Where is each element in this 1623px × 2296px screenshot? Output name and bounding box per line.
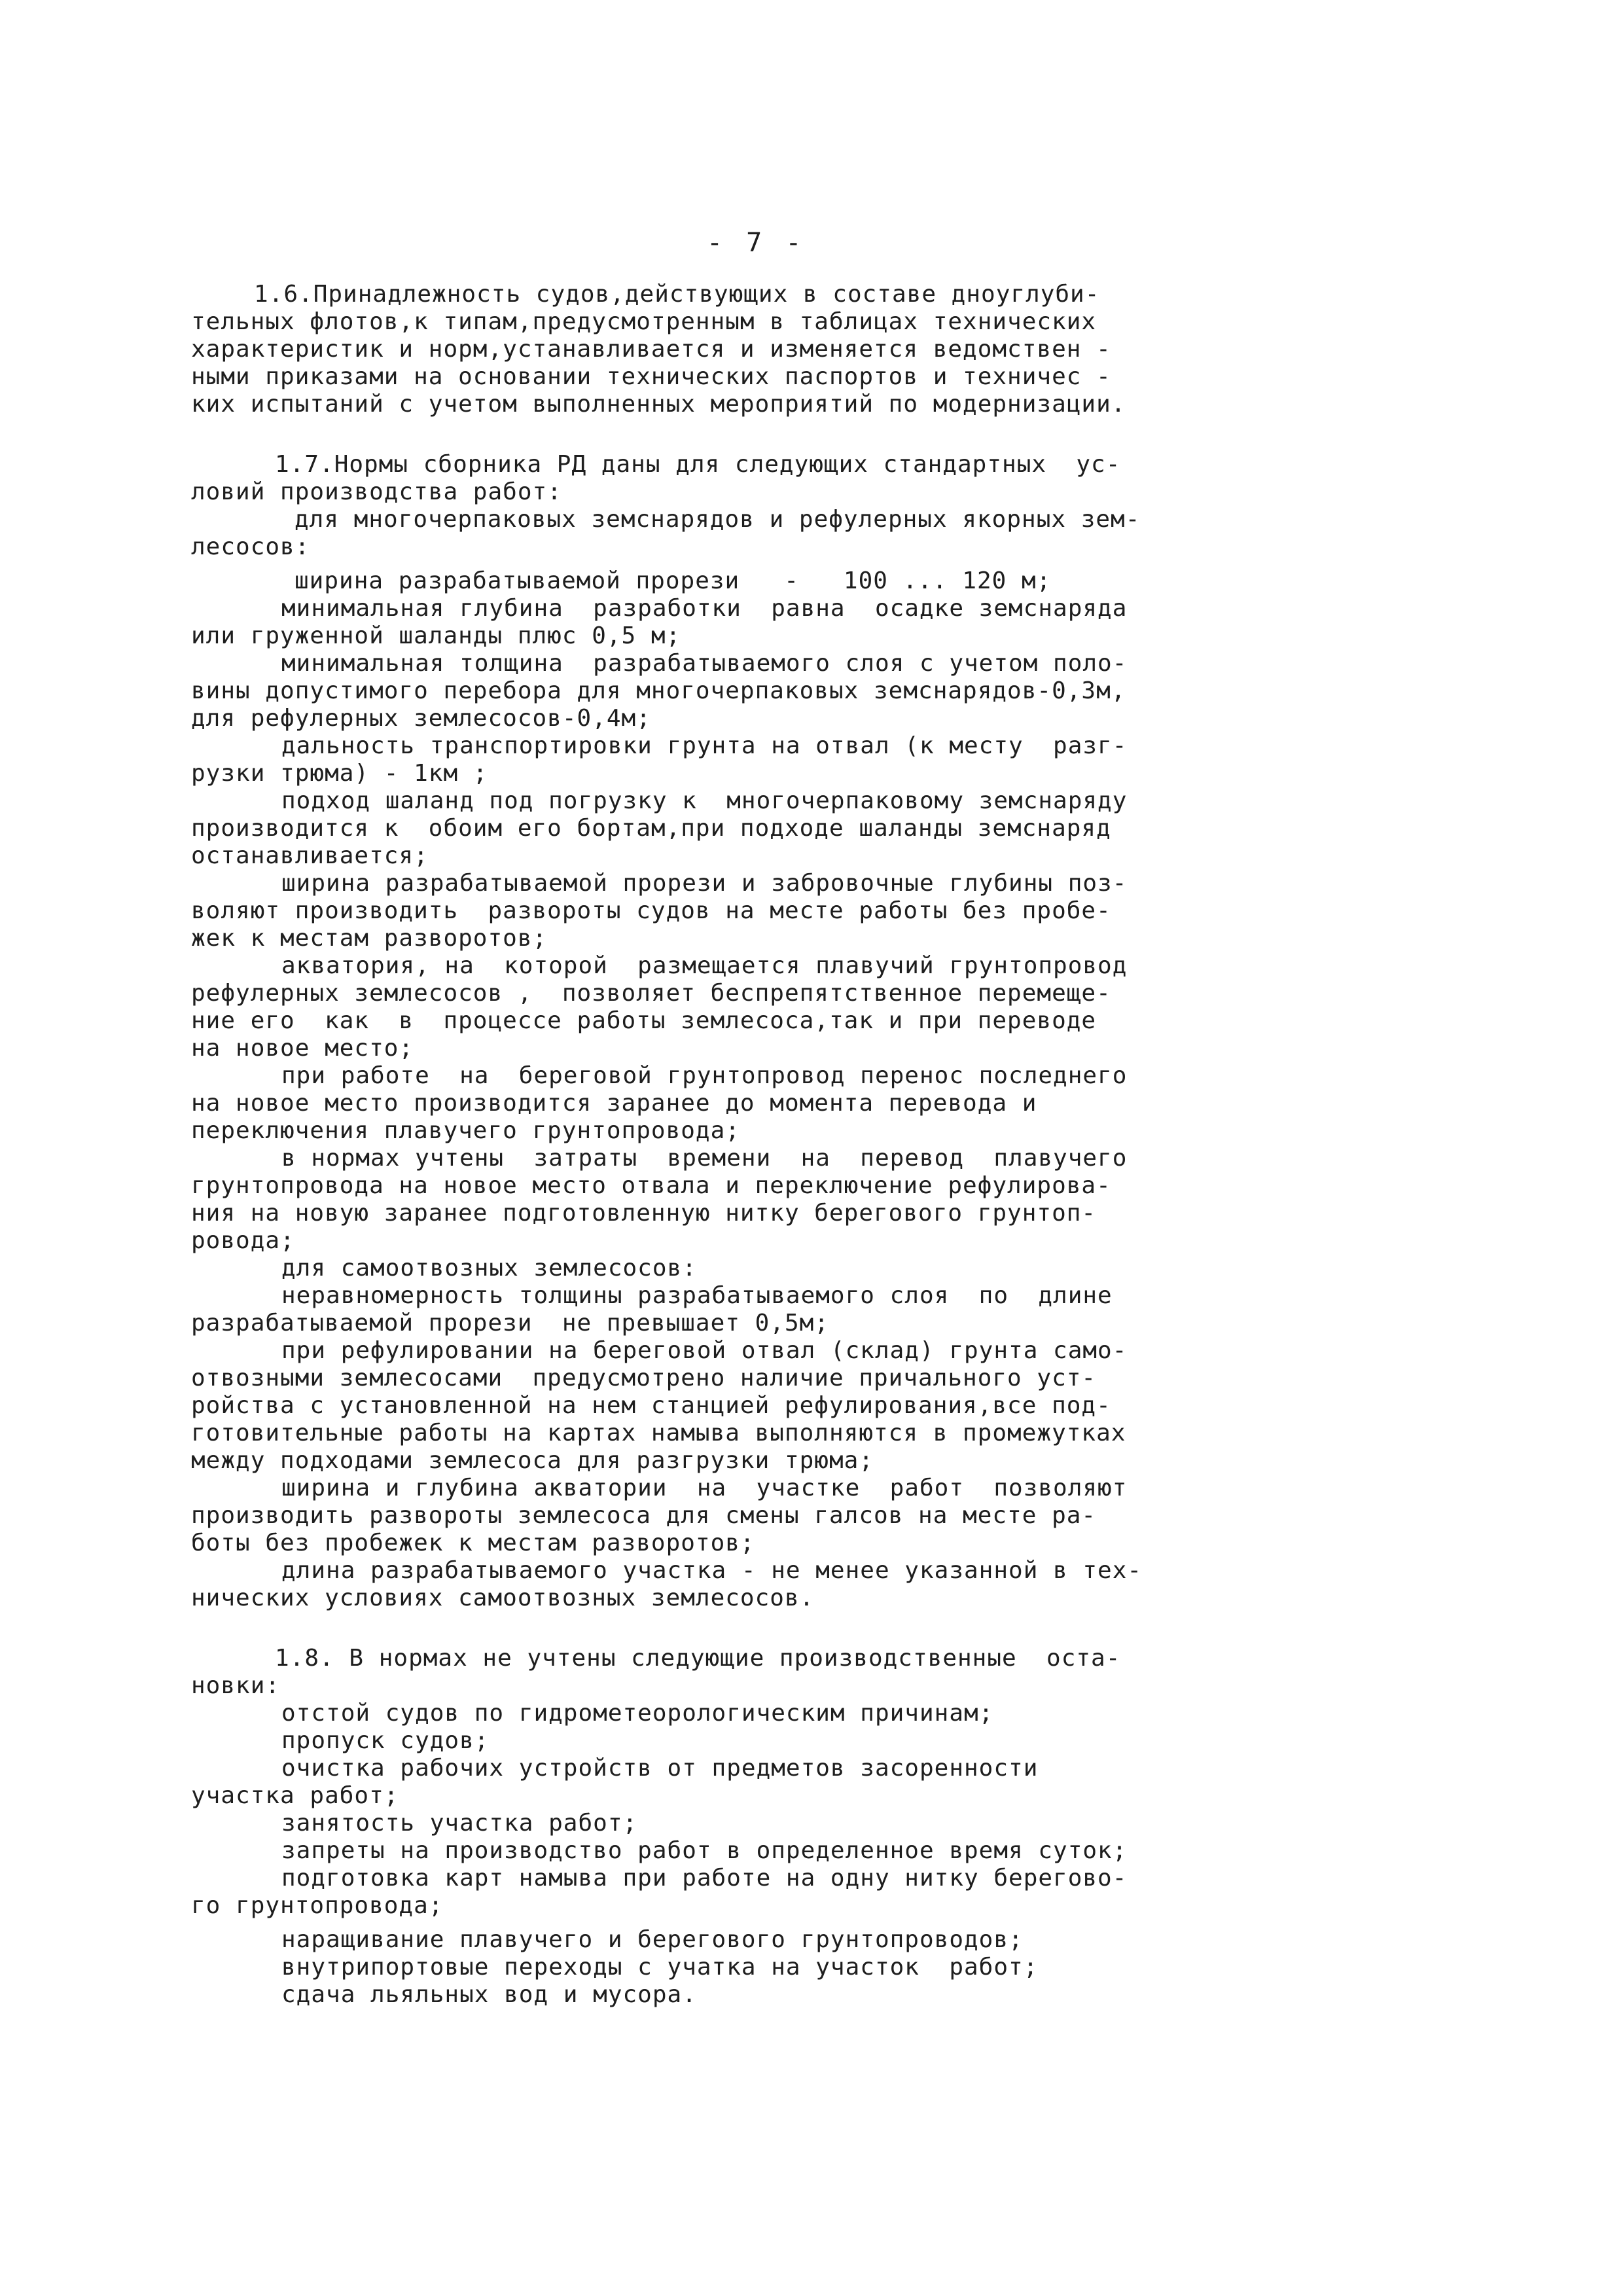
text-line: ровода; [191, 1227, 295, 1254]
text-line: на новое место производится заранее до момента перевода и [191, 1090, 1037, 1117]
text-line: ными приказами на основании технических паспортов и техничес - [191, 363, 1111, 390]
text-line: рефулерных землесосов , позволяет беспрепятственное перемеще- [191, 980, 1111, 1007]
text-line: рузки трюма) - 1км ; [191, 760, 488, 787]
text-line: между подходами землесоса для разгрузки трюма; [191, 1447, 874, 1474]
text-line: нических условиях самоотвозных землесосов. [191, 1585, 815, 1611]
text-line: на новое место; [191, 1035, 414, 1062]
text-line: при рефулировании на береговой отвал (склад) грунта само- [281, 1337, 1128, 1364]
text-line: минимальная глубина разработки равна осадке земснаряда [281, 595, 1128, 622]
text-line: запреты на производство работ в определенное время суток; [281, 1837, 1128, 1864]
text-line: грунтопровода на новое место отвала и переключение рефулирова- [191, 1172, 1111, 1199]
text-line: производится к обоим его бортам,при подходе шаланды земснаряд [191, 815, 1111, 842]
text-line: для рефулерных землесосов-0,4м; [191, 705, 651, 732]
text-line: акватория, на которой размещается плавучий грунтопровод [281, 952, 1128, 979]
text-line: готовительные работы на картах намыва выполняются в промежутках [191, 1420, 1126, 1446]
text-line: останавливается; [191, 842, 429, 869]
text-line: отстой судов по гидрометеорологическим причинам; [281, 1700, 994, 1727]
text-line: 1.6.Принадлежность судов,действующих в составе дноуглуби- [254, 281, 1100, 308]
text-line: наращивание плавучего и берегового грунтопроводов; [281, 1926, 1024, 1953]
page-number: - 7 - [707, 228, 806, 258]
text-line: для многочерпаковых земснарядов и рефулерных якорных зем- [294, 506, 1141, 533]
text-line: в нормах учтены затраты времени на перевод плавучего [281, 1145, 1128, 1172]
text-line: длина разрабатываемого участка - не менее указанной в тех- [281, 1557, 1143, 1584]
text-line: вины допустимого перебора для многочерпаковых земснарядов-0,3м, [191, 677, 1126, 704]
text-line: участка работ; [191, 1782, 399, 1809]
text-line: ловий производства работ: [191, 478, 562, 505]
text-line: минимальная толщина разрабатываемого слоя с учетом поло- [281, 650, 1128, 677]
text-line: подход шаланд под погрузку к многочерпаковому земснаряду [281, 787, 1128, 814]
text-line: новки: [191, 1672, 281, 1699]
text-line: или груженной шаланды плюс 0,5 м; [191, 622, 681, 649]
text-line: 1.8. В нормах не учтены следующие производственные оста- [275, 1645, 1121, 1672]
text-line: воляют производить развороты судов на месте работы без пробе- [191, 897, 1111, 924]
text-line: разрабатываемой прорези не превышает 0,5м; [191, 1310, 829, 1336]
text-line: пропуск судов; [281, 1727, 490, 1754]
text-line: ния на новую заранее подготовленную нитку берегового грунтоп- [191, 1200, 1097, 1227]
text-line: подготовка карт намыва при работе на одну нитку берегово- [281, 1865, 1128, 1892]
text-line: тельных флотов,к типам,предусмотренным в таблицах технических [191, 308, 1097, 335]
text-line: характеристик и норм,устанавливается и изменяется ведомствен - [191, 336, 1111, 363]
text-line: го грунтопровода; [191, 1892, 444, 1919]
text-line: жек к местам разворотов; [191, 925, 548, 952]
text-line: ние его как в процессе работы землесоса,так и при переводе [191, 1007, 1097, 1034]
text-line: лесосов: [191, 533, 310, 560]
text-line: сдача льяльных вод и мусора. [281, 1981, 697, 2008]
text-line: ширина разрабатываемой прорези - 100 ... 120 м; [294, 567, 1052, 594]
text-line: ких испытаний с учетом выполненных мероприятий по модернизации. [191, 391, 1126, 418]
text-line: для самоотвозных землесосов: [281, 1255, 697, 1282]
text-line: 1.7.Нормы сборника РД даны для следующих стандартных ус- [275, 451, 1121, 478]
text-line: ширина и глубина акватории на участке работ позволяют [281, 1475, 1128, 1501]
text-line: дальность транспортировки грунта на отвал (к месту разг- [281, 732, 1128, 759]
text-line: переключения плавучего грунтопровода; [191, 1117, 740, 1144]
text-line: ройства с установленной на нем станцией рефулирования,все под- [191, 1392, 1111, 1419]
text-line: боты без пробежек к местам разворотов; [191, 1530, 755, 1556]
text-line: внутрипортовые переходы с учатка на участок работ; [281, 1954, 1039, 1981]
text-line: неравномерность толщины разрабатываемого слоя по длине [281, 1282, 1113, 1309]
text-line: отвозными землесосами предусмотрено наличие причального уст- [191, 1365, 1097, 1391]
text-line: очистка рабочих устройств от предметов засоренности [281, 1755, 1039, 1782]
text-line: ширина разрабатываемой прорези и забровочные глубины поз- [281, 870, 1128, 897]
text-line: производить развороты землесоса для смены галсов на месте ра- [191, 1502, 1097, 1529]
text-line: занятость участка работ; [281, 1810, 638, 1837]
text-line: при работе на береговой грунтопровод перенос последнего [281, 1062, 1128, 1089]
